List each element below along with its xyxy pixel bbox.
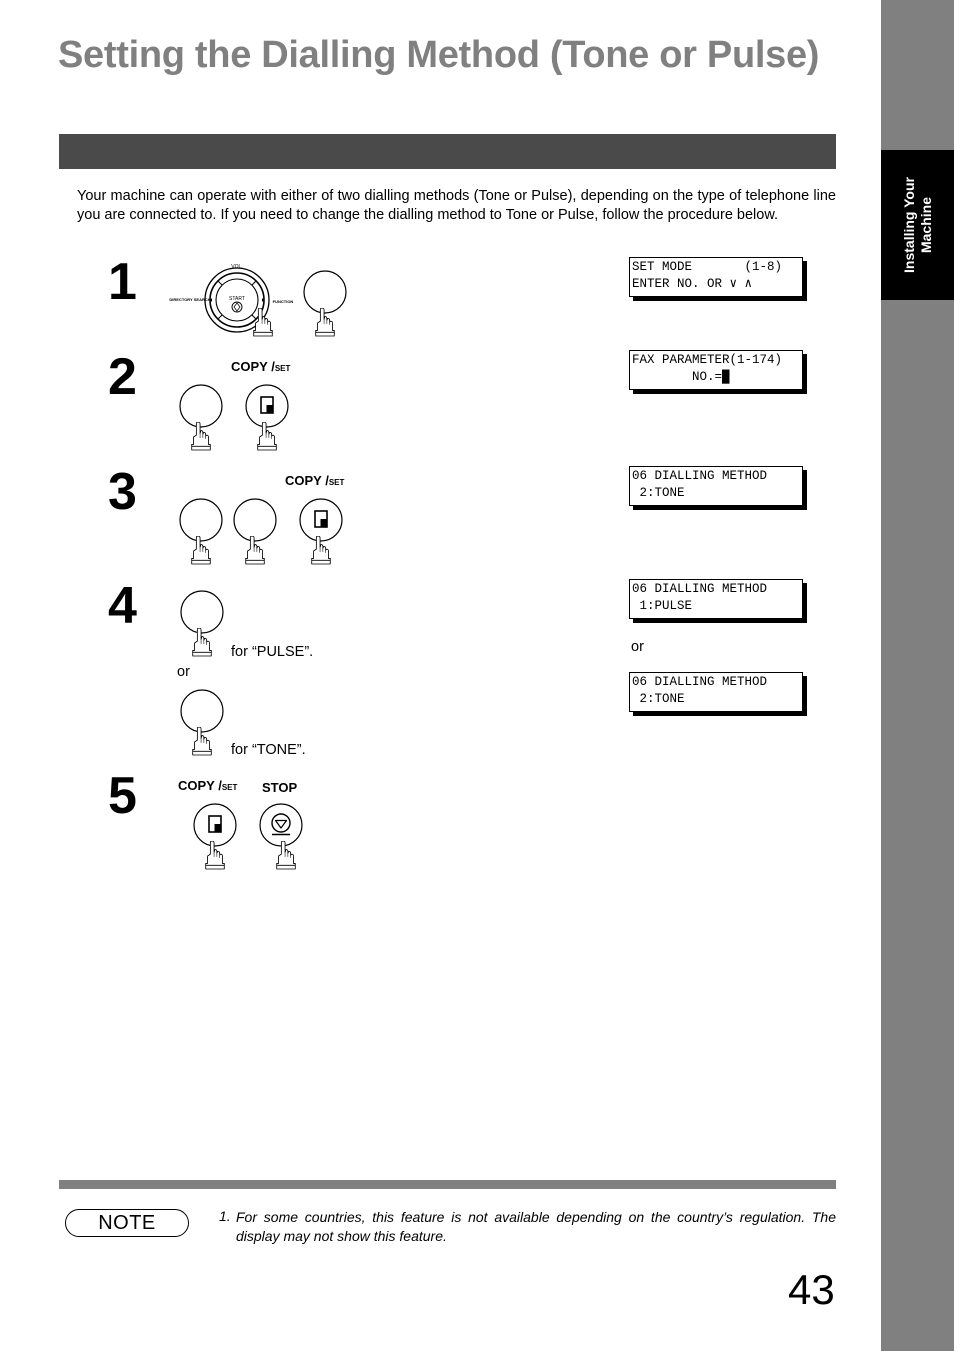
copy-label-main: COPY / xyxy=(231,359,275,374)
copy-icon xyxy=(261,397,273,413)
lcd-fax-parameter xyxy=(629,350,803,390)
page-title: Setting the Dialling Method (Tone or Pulse) xyxy=(58,34,820,76)
step-1-number: 1 xyxy=(108,253,137,311)
step-5-number: 5 xyxy=(108,767,137,825)
lcd-line: ENTER NO. OR ∨ ∧ xyxy=(632,277,753,291)
lcd-dialling-method-pulse xyxy=(629,579,803,619)
note-item-text: For some countries, this feature is not available depending on the country’s regulation. The display may not show this feature. xyxy=(236,1209,836,1244)
step-3-number: 3 xyxy=(108,463,137,521)
step-2-buttons xyxy=(175,380,295,454)
intro-paragraph: Your machine can operate with either of two dialling methods (Tone or Pulse), depending on the type of telephone line you are connected to. If you need to change the dialling method to Tone or Pulse, follow the procedure below. xyxy=(77,188,836,223)
copy-label-small: SET xyxy=(274,364,291,373)
panel-vol-label: VOL. xyxy=(231,264,243,270)
lcd-line: FAX PARAMETER(1-174) xyxy=(632,353,783,367)
lcd-line: 06 DIALLING METHOD xyxy=(632,582,768,596)
sidebar-tab[interactable] xyxy=(881,150,954,300)
number-button[interactable] xyxy=(180,499,222,564)
lcd-line: 2:TONE xyxy=(632,692,685,706)
section-bar xyxy=(59,134,836,169)
copy-set-button[interactable] xyxy=(194,804,236,869)
number-button[interactable] xyxy=(234,499,276,564)
lcd-line: 1:PULSE xyxy=(632,599,693,613)
tone-caption: for “TONE”. xyxy=(231,742,306,758)
stop-label: STOP xyxy=(262,780,298,795)
page-number: 43 xyxy=(788,1266,835,1313)
copy-set-label xyxy=(285,473,344,488)
copy-icon xyxy=(315,511,327,527)
step-5-buttons xyxy=(180,800,310,874)
lcd-line: NO.=█ xyxy=(632,370,730,384)
copy-set-button[interactable] xyxy=(246,385,288,450)
lcd-dialling-method-tone-alt xyxy=(629,672,803,712)
panel-directory-label: DIRECTORY SEARCH xyxy=(169,297,211,302)
copy-set-label xyxy=(178,778,237,793)
note-item-number: 1. xyxy=(219,1208,231,1224)
panel-start-label: START xyxy=(229,296,245,302)
copy-set-button[interactable] xyxy=(300,499,342,564)
lcd-line: SET MODE (1-8) xyxy=(632,260,783,274)
panel-function-label: FUNCTION xyxy=(272,299,294,304)
lcd-or-text: or xyxy=(631,639,644,655)
pulse-number-button[interactable] xyxy=(175,587,231,661)
number-button[interactable] xyxy=(180,385,222,450)
copy-icon xyxy=(209,816,221,832)
note-label: NOTE xyxy=(65,1209,189,1237)
lcd-set-mode xyxy=(629,257,803,297)
or-text: or xyxy=(177,664,190,680)
copy-set-label xyxy=(231,359,290,374)
tone-number-button[interactable] xyxy=(175,686,231,760)
copy-label-small: SET xyxy=(328,478,345,487)
lcd-dialling-method-tone xyxy=(629,466,803,506)
lcd-line: 2:TONE xyxy=(632,486,685,500)
copy-label-small: SET xyxy=(221,783,238,792)
note-divider xyxy=(59,1180,836,1189)
lcd-line: 06 DIALLING METHOD xyxy=(632,469,768,483)
sidebar-tab-line1: Installing Your xyxy=(900,177,917,273)
step-4-number: 4 xyxy=(108,577,137,635)
sidebar-tab-label xyxy=(881,150,954,300)
pulse-caption: for “PULSE”. xyxy=(231,644,314,660)
copy-label-main: COPY / xyxy=(178,778,222,793)
control-panel-dial[interactable] xyxy=(169,258,355,340)
step-2-number: 2 xyxy=(108,348,137,406)
sidebar-tab-line2: Machine xyxy=(917,197,934,254)
lcd-line: 06 DIALLING METHOD xyxy=(632,675,768,689)
copy-label-main: COPY / xyxy=(285,473,329,488)
stop-button[interactable] xyxy=(260,804,302,869)
step-3-buttons xyxy=(175,494,355,568)
